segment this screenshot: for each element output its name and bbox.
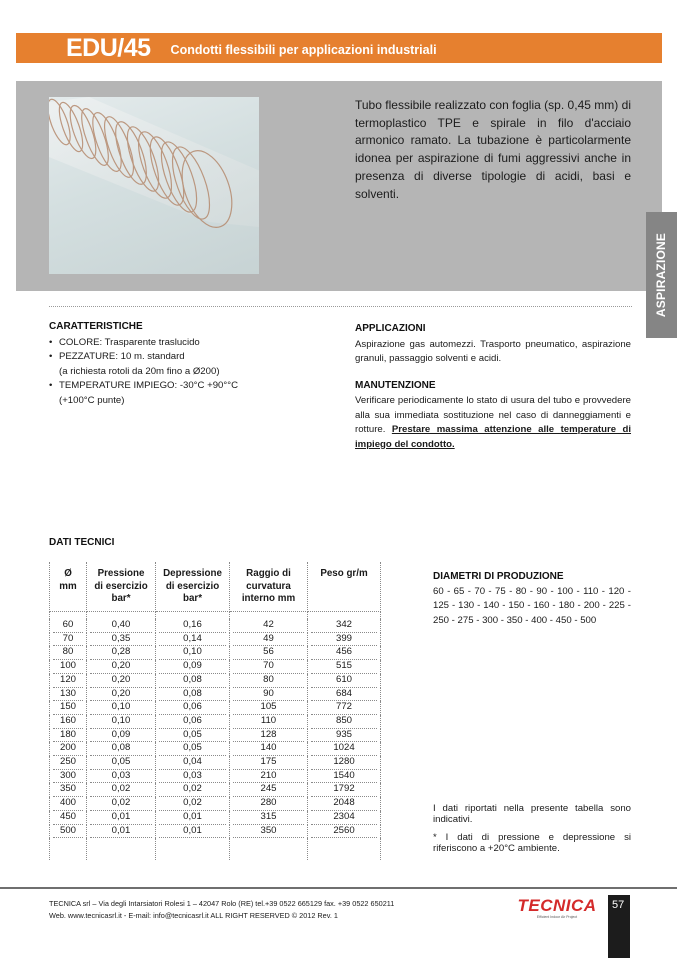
- cell-value: 245: [233, 783, 304, 797]
- table-cell: [308, 701, 381, 715]
- cell-value: 0,03: [159, 770, 226, 784]
- list-item: [49, 379, 329, 394]
- table-cell: [230, 825, 308, 839]
- cell-value: 0,35: [90, 633, 152, 647]
- cell-value: 0,01: [90, 811, 152, 825]
- cell-value: 610: [311, 674, 377, 688]
- column-header-line: Pressione: [97, 568, 145, 579]
- table-cell: [308, 797, 381, 811]
- table-cell: [87, 811, 156, 825]
- note-indicative: I dati riportati nella presente tabella sono indicativi.: [433, 803, 631, 825]
- table-cell: [308, 646, 381, 660]
- table-cell: [156, 701, 230, 715]
- cell-value: 140: [233, 742, 304, 756]
- cell-value: 935: [311, 729, 377, 743]
- table-cell: [50, 825, 87, 839]
- table-cell: [87, 674, 156, 688]
- table-cell: [308, 674, 381, 688]
- cell-value: 100: [53, 660, 83, 674]
- manutenzione-body: Verificare periodicamente lo stato di usura del tubo e provvedere alla sua immediata sostituzione nel caso di danneggiamenti e rotture.: [355, 395, 631, 435]
- table-cell: [50, 783, 87, 797]
- item-continuation: (a richiesta rotoli da 20m fino a Ø200): [59, 365, 220, 377]
- tail-cell: [156, 838, 230, 860]
- footer-line-1: TECNICA srl – Via degli Intarsiatori Rolesi 1 – 42047 Rolo (RE) tel.+39 0522 665129 fax. +39 0522 650211: [49, 899, 395, 908]
- company-logo: [517, 896, 597, 919]
- table-cell: [308, 688, 381, 702]
- page-number-block: [608, 895, 630, 958]
- table-cell: [230, 674, 308, 688]
- item-text: COLORE: Trasparente traslucido: [59, 336, 200, 348]
- table-cell: [50, 742, 87, 756]
- cell-value: 250: [53, 756, 83, 770]
- table-cell: [308, 783, 381, 797]
- cell-value: 1024: [311, 742, 377, 756]
- cell-value: 0,05: [159, 729, 226, 743]
- table-cell: [50, 701, 87, 715]
- product-photo: [49, 97, 259, 274]
- column-header-line: Peso gr/m: [320, 568, 368, 579]
- cell-value: 1540: [311, 770, 377, 784]
- table-cell: [50, 729, 87, 743]
- product-subtitle: Condotti flessibili per applicazioni industriali: [170, 43, 437, 57]
- footer-divider: [0, 887, 677, 889]
- cell-value: 0,20: [90, 688, 152, 702]
- manutenzione-text: [355, 394, 631, 452]
- table-cell: [87, 660, 156, 674]
- cell-value: 399: [311, 633, 377, 647]
- table-row: [50, 756, 381, 770]
- cell-value: 42: [233, 619, 304, 633]
- cell-value: 342: [311, 619, 377, 633]
- cell-value: 0,02: [159, 783, 226, 797]
- cell-value: 90: [233, 688, 304, 702]
- cell-value: 0,10: [90, 715, 152, 729]
- column-header-line: Depressione: [163, 568, 222, 579]
- table-cell: [230, 660, 308, 674]
- tail-cell: [308, 838, 381, 860]
- applicazioni-section: [355, 322, 631, 464]
- cell-value: 0,08: [159, 674, 226, 688]
- tail-cell: [230, 838, 308, 860]
- table-cell: [156, 742, 230, 756]
- table-cell: [50, 756, 87, 770]
- table-row: [50, 674, 381, 688]
- cell-value: 150: [53, 701, 83, 715]
- cell-value: 200: [53, 742, 83, 756]
- list-item: [49, 350, 329, 365]
- table-cell: [156, 660, 230, 674]
- table-cell: [308, 729, 381, 743]
- cell-value: 0,01: [159, 811, 226, 825]
- table-cell: [50, 674, 87, 688]
- item-continuation: (+100°C punte): [59, 394, 125, 406]
- table-cell: [308, 619, 381, 633]
- table-cell: [230, 770, 308, 784]
- spacer-cell: [50, 612, 87, 620]
- table-cell: [156, 797, 230, 811]
- cell-value: 0,02: [90, 797, 152, 811]
- cell-value: 105: [233, 701, 304, 715]
- section-tab-label: ASPIRAZIONE: [654, 232, 669, 318]
- cell-value: 456: [311, 646, 377, 660]
- table-cell: [230, 619, 308, 633]
- divider: [49, 306, 632, 307]
- table-row: [50, 633, 381, 647]
- table-cell: [308, 633, 381, 647]
- item-text: TEMPERATURE IMPIEGO: -30°C +90°°C: [59, 380, 238, 391]
- table-cell: [87, 742, 156, 756]
- table-cell: [156, 825, 230, 839]
- table-cell: [308, 660, 381, 674]
- product-code: EDU/45: [66, 33, 151, 62]
- table-cell: [87, 715, 156, 729]
- table-cell: [308, 715, 381, 729]
- table-cell: [230, 729, 308, 743]
- table-row: [50, 715, 381, 729]
- table-row: [50, 811, 381, 825]
- cell-value: 0,02: [90, 783, 152, 797]
- cell-value: 56: [233, 646, 304, 660]
- tail-cell: [87, 838, 156, 860]
- table-cell: [230, 688, 308, 702]
- cell-value: 80: [233, 674, 304, 688]
- cell-value: 0,05: [159, 742, 226, 756]
- table-row: [50, 701, 381, 715]
- table-cell: [308, 770, 381, 784]
- column-header-line: curvatura: [246, 580, 291, 592]
- note-pressure: * I dati di pressione e depressione si riferiscono a +20°C ambiente.: [433, 832, 631, 854]
- table-cell: [156, 688, 230, 702]
- cell-value: 684: [311, 688, 377, 702]
- table-cell: [156, 619, 230, 633]
- table-cell: [87, 797, 156, 811]
- table-cell: [50, 688, 87, 702]
- cell-value: 110: [233, 715, 304, 729]
- cell-value: 210: [233, 770, 304, 784]
- table-row: [50, 729, 381, 743]
- section-tab[interactable]: [646, 212, 677, 338]
- spacer-cell: [87, 612, 156, 620]
- applicazioni-title: APPLICAZIONI: [355, 323, 426, 334]
- cell-value: 60: [53, 619, 83, 633]
- table-cell: [87, 619, 156, 633]
- column-header: [50, 562, 87, 612]
- table-cell: [87, 770, 156, 784]
- table-cell: [156, 646, 230, 660]
- table-cell: [230, 797, 308, 811]
- cell-value: 0,04: [159, 756, 226, 770]
- table-row: [50, 646, 381, 660]
- table-cell: [87, 783, 156, 797]
- cell-value: 70: [233, 660, 304, 674]
- header-bar: [16, 33, 662, 63]
- column-header-line: mm: [59, 580, 77, 592]
- table-cell: [230, 756, 308, 770]
- cell-value: 70: [53, 633, 83, 647]
- table-row: [50, 825, 381, 839]
- table-cell: [156, 783, 230, 797]
- cell-value: 0,02: [159, 797, 226, 811]
- table-cell: [87, 825, 156, 839]
- cell-value: 0,06: [159, 715, 226, 729]
- table-cell: [230, 633, 308, 647]
- cell-value: 0,01: [90, 825, 152, 839]
- table-spacer-row: [50, 612, 381, 620]
- caratteristiche-list: [49, 336, 329, 409]
- spacer-cell: [156, 612, 230, 620]
- cell-value: 80: [53, 646, 83, 660]
- table-cell: [156, 633, 230, 647]
- item-text: PEZZATURE: 10 m. standard: [59, 351, 185, 362]
- logo-text: TECNICA: [517, 896, 597, 915]
- cell-value: 500: [53, 825, 83, 839]
- cell-value: 0,28: [90, 646, 152, 660]
- table-cell: [87, 756, 156, 770]
- column-header-line: di esercizio: [94, 580, 148, 592]
- column-header-line: Ø: [64, 568, 72, 579]
- table-cell: [50, 797, 87, 811]
- column-header-line: di esercizio: [165, 580, 220, 592]
- page-number: 57: [612, 899, 625, 911]
- cell-value: 0,09: [159, 660, 226, 674]
- table-cell: [50, 660, 87, 674]
- table-row: [50, 688, 381, 702]
- table-cell: [156, 674, 230, 688]
- cell-value: 0,40: [90, 619, 152, 633]
- cell-value: 128: [233, 729, 304, 743]
- caratteristiche-section: [49, 320, 329, 408]
- spacer-cell: [308, 612, 381, 620]
- table-cell: [87, 701, 156, 715]
- table-header-row: [50, 562, 381, 612]
- dati-tecnici-title: DATI TECNICI: [49, 537, 115, 548]
- cell-value: 772: [311, 701, 377, 715]
- cell-value: 130: [53, 688, 83, 702]
- cell-value: 0,01: [159, 825, 226, 839]
- manutenzione-title: MANUTENZIONE: [355, 379, 436, 391]
- table-cell: [156, 756, 230, 770]
- table-notes: [433, 803, 631, 861]
- cell-value: 175: [233, 756, 304, 770]
- table-cell: [87, 688, 156, 702]
- column-header: [230, 562, 308, 612]
- table-cell: [87, 729, 156, 743]
- cell-value: 0,10: [90, 701, 152, 715]
- table-cell: [230, 811, 308, 825]
- table-row: [50, 619, 381, 633]
- table-cell: [230, 701, 308, 715]
- table-cell: [50, 646, 87, 660]
- column-header-line: bar*: [182, 593, 203, 604]
- cell-value: 120: [53, 674, 83, 688]
- table-cell: [308, 825, 381, 839]
- hose-illustration: [49, 97, 259, 274]
- table-cell: [50, 619, 87, 633]
- cell-value: 160: [53, 715, 83, 729]
- table-cell: [156, 715, 230, 729]
- table-cell: [156, 811, 230, 825]
- table-cell: [87, 633, 156, 647]
- cell-value: 0,20: [90, 660, 152, 674]
- cell-value: 0,08: [90, 742, 152, 756]
- diametri-section: [433, 570, 631, 628]
- diametri-list: 60 - 65 - 70 - 75 - 80 - 90 - 100 - 110 - 120 - 125 - 130 - 140 - 150 - 160 - 180 - 200 - 225 - 250 - 275 - 300 - 350 - 400 - 450 - 500: [433, 585, 631, 626]
- cell-value: 280: [233, 797, 304, 811]
- column-header-line: bar*: [111, 593, 131, 604]
- column-header-line: Raggio di: [246, 568, 291, 579]
- cell-value: 350: [233, 825, 304, 839]
- table-cell: [308, 742, 381, 756]
- table-row: [50, 770, 381, 784]
- cell-value: 0,20: [90, 674, 152, 688]
- cell-value: 0,14: [159, 633, 226, 647]
- cell-value: 0,16: [159, 619, 226, 633]
- cell-value: 450: [53, 811, 83, 825]
- cell-value: 0,10: [159, 646, 226, 660]
- cell-value: 49: [233, 633, 304, 647]
- table-cell: [230, 715, 308, 729]
- table-cell: [50, 811, 87, 825]
- footer-line-2: Web. www.tecnicasrl.it - E-mail: info@tecnicasrl.it ALL RIGHT RESERVED © 2012 Rev. 1: [49, 911, 338, 920]
- table-cell: [156, 770, 230, 784]
- cell-value: 350: [53, 783, 83, 797]
- table-cell: [50, 715, 87, 729]
- table-cell: [230, 742, 308, 756]
- footer-address: [49, 898, 394, 922]
- table-cell: [156, 729, 230, 743]
- table-row: [50, 660, 381, 674]
- intro-description: Tubo flessibile realizzato con foglia (sp. 0,45 mm) di termoplastico TPE e spirale in filo d'acciaio armonico ramato. La tubazione è particolarmente idonea per aspirazione di fumi aggressivi anche in presenza di diverse tipologie di acidi, basi e solventi.: [355, 98, 631, 201]
- cell-value: 0,03: [90, 770, 152, 784]
- table-cell: [230, 646, 308, 660]
- cell-value: 1792: [311, 783, 377, 797]
- list-item: [49, 336, 329, 351]
- cell-value: 515: [311, 660, 377, 674]
- manutenzione-warning: Prestare massima attenzione alle temperature di impiego del condotto.: [355, 424, 632, 450]
- cell-value: 0,05: [90, 756, 152, 770]
- table-row: [50, 742, 381, 756]
- table-row: [50, 783, 381, 797]
- table-cell: [308, 756, 381, 770]
- cell-value: 0,06: [159, 701, 226, 715]
- applicazioni-text: Aspirazione gas automezzi. Trasporto pneumatico, aspirazione granuli, passaggio solventi e acidi.: [355, 338, 631, 364]
- cell-value: 0,08: [159, 688, 226, 702]
- table-cell: [50, 633, 87, 647]
- logo-tagline: Efficient Indoor Air Project: [536, 915, 578, 919]
- table-tail-row: [50, 838, 381, 860]
- caratteristiche-title: CARATTERISTICHE: [49, 321, 143, 332]
- column-header: [308, 562, 381, 612]
- cell-value: 850: [311, 715, 377, 729]
- diametri-title: DIAMETRI DI PRODUZIONE: [433, 571, 564, 582]
- spacer-cell: [230, 612, 308, 620]
- tail-cell: [50, 838, 87, 860]
- cell-value: 300: [53, 770, 83, 784]
- technical-data-table: [49, 562, 381, 860]
- cell-value: 180: [53, 729, 83, 743]
- cell-value: 1280: [311, 756, 377, 770]
- table-cell: [87, 646, 156, 660]
- table-cell: [308, 811, 381, 825]
- column-header: [156, 562, 230, 612]
- cell-value: 0,09: [90, 729, 152, 743]
- cell-value: 315: [233, 811, 304, 825]
- cell-value: 2560: [311, 825, 377, 839]
- table-cell: [50, 770, 87, 784]
- cell-value: 2048: [311, 797, 377, 811]
- cell-value: 2304: [311, 811, 377, 825]
- column-header: [87, 562, 156, 612]
- table-cell: [230, 783, 308, 797]
- cell-value: 400: [53, 797, 83, 811]
- table-row: [50, 797, 381, 811]
- column-header-line: interno mm: [241, 593, 296, 604]
